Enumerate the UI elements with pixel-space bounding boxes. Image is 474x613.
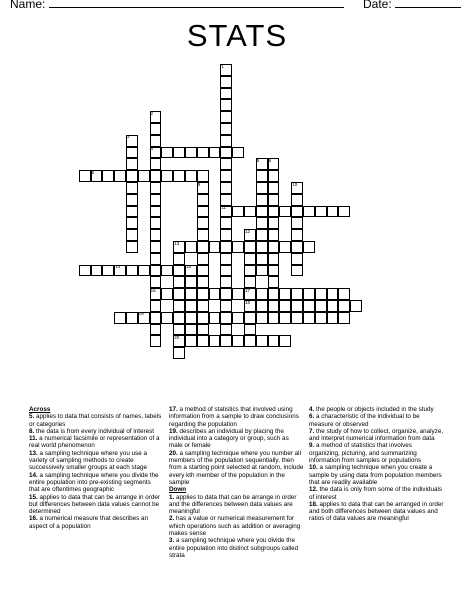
grid-cell[interactable]: [185, 300, 197, 312]
grid-cell[interactable]: [256, 265, 268, 277]
cell-number: 3: [127, 134, 130, 140]
clue-item: [29, 435, 163, 450]
clue-number: 14.: [29, 471, 38, 479]
date-label: Date:: [363, 0, 392, 11]
grid-cell[interactable]: [138, 265, 150, 277]
grid-cell[interactable]: [150, 335, 162, 347]
clue-text: a numerical facsimile or representation of a real world phenomenon: [29, 435, 160, 450]
clues-column-1: [29, 406, 163, 530]
clue-text: has a value or numerical measurement for which operations such as addition or averaging makes sense: [169, 515, 301, 538]
grid-cell[interactable]: [173, 265, 185, 277]
grid-cell[interactable]: [173, 312, 185, 324]
grid-cell[interactable]: [350, 300, 362, 312]
cell-number: 12: [245, 228, 251, 234]
clue-text: a sampling technique when you create a sample by using data from population members that are readily available: [309, 464, 442, 486]
grid-cell[interactable]: [197, 335, 209, 347]
grid-cell[interactable]: [244, 312, 256, 324]
clue-item: [169, 537, 304, 559]
grid-cell[interactable]: [268, 194, 280, 206]
cell-number: 10: [292, 181, 298, 187]
grid-cell[interactable]: [279, 312, 291, 324]
clue-item: [29, 515, 163, 530]
grid-cell[interactable]: [197, 194, 209, 206]
grid-cell[interactable]: [197, 312, 209, 324]
grid-cell[interactable]: [291, 241, 303, 253]
clue-number: 6.: [309, 413, 315, 421]
grid-cell[interactable]: [338, 300, 350, 312]
grid-cell[interactable]: [256, 194, 268, 206]
grid-cell[interactable]: [150, 300, 162, 312]
grid-cell[interactable]: [279, 300, 291, 312]
across-heading: Across: [29, 406, 51, 413]
cell-number: 6: [268, 157, 272, 163]
grid-cell[interactable]: [161, 312, 173, 324]
clue-text: a sampling technique where you divide the entire population into pre-existing segments that are oftentimes geographic: [29, 471, 159, 494]
grid-cell[interactable]: [185, 170, 197, 182]
cell-number: 17: [245, 287, 251, 293]
grid-cell[interactable]: [220, 288, 232, 300]
clue-text: a sampling technique where you use a variety of sampling methods to create successively smaller groups at each stage: [29, 449, 147, 472]
clue-item: [169, 406, 304, 428]
down-heading: Down: [169, 486, 187, 494]
across-clue-list: [29, 413, 163, 530]
grid-cell[interactable]: [268, 288, 280, 300]
clues-column-3: [309, 406, 444, 523]
name-label: Name:: [10, 0, 46, 11]
grid-cell[interactable]: [232, 288, 244, 300]
grid-cell[interactable]: [150, 229, 162, 241]
grid-cell[interactable]: [256, 312, 268, 324]
grid-cell[interactable]: [315, 312, 327, 324]
grid-cell[interactable]: [279, 206, 291, 218]
clue-number: 9.: [309, 442, 315, 450]
clue-item: [29, 413, 163, 428]
grid-cell[interactable]: [150, 170, 162, 182]
grid-cell[interactable]: [126, 194, 138, 206]
grid-cell[interactable]: [303, 312, 315, 324]
grid-cell[interactable]: [220, 170, 232, 182]
grid-cell[interactable]: [102, 265, 114, 277]
grid-cell[interactable]: [303, 288, 315, 300]
clues-column-2: [169, 406, 304, 559]
clue-number: 2.: [169, 515, 175, 523]
grid-cell[interactable]: [220, 88, 232, 100]
clue-text: a characteristic of the individual to be measure or observed: [309, 413, 420, 428]
grid-cell[interactable]: [220, 335, 232, 347]
grid-cell[interactable]: [114, 170, 126, 182]
grid-cell[interactable]: [327, 288, 339, 300]
grid-cell[interactable]: [256, 217, 268, 229]
across-clue-list-continued: [169, 406, 304, 486]
clue-item: [29, 494, 163, 516]
grid-cell[interactable]: [138, 170, 150, 182]
clue-number: 15.: [29, 493, 38, 501]
clue-item: [309, 428, 444, 443]
clue-item: [169, 494, 304, 516]
grid-cell[interactable]: [279, 241, 291, 253]
grid-cell[interactable]: [291, 194, 303, 206]
grid-cell[interactable]: [126, 312, 138, 324]
grid-cell[interactable]: [126, 147, 138, 159]
grid-cell[interactable]: [256, 241, 268, 253]
grid-cell[interactable]: [197, 276, 209, 288]
grid-cell[interactable]: [150, 135, 162, 147]
grid-cell[interactable]: [220, 217, 232, 229]
grid-cell[interactable]: [256, 288, 268, 300]
grid-cell[interactable]: [244, 253, 256, 265]
grid-cell[interactable]: [291, 300, 303, 312]
grid-cell[interactable]: [197, 147, 209, 159]
clue-number: 5.: [29, 413, 35, 421]
grid-cell[interactable]: [256, 335, 268, 347]
cell-number: 13: [174, 240, 180, 246]
down-clue-list-continued: [309, 406, 444, 523]
grid-cell[interactable]: [232, 147, 244, 159]
cell-number: 4: [150, 146, 154, 152]
grid-cell[interactable]: [244, 206, 256, 218]
grid-cell[interactable]: [315, 206, 327, 218]
grid-cell[interactable]: [303, 206, 315, 218]
puzzle-title: STATS: [186, 18, 288, 53]
grid-cell[interactable]: [220, 76, 232, 88]
grid-cell[interactable]: [126, 206, 138, 218]
clue-item: [169, 428, 304, 450]
grid-cell[interactable]: [126, 265, 138, 277]
clue-text: the data is only from some of the individuals of interest: [309, 486, 443, 501]
grid-cell[interactable]: [197, 265, 209, 277]
clue-text: applies to data that can be arranged in order and both differences between data values and ratios of data values are meaningful: [309, 500, 444, 523]
clue-number: 20.: [169, 449, 178, 457]
grid-cell[interactable]: [185, 324, 197, 336]
grid-cell[interactable]: [185, 312, 197, 324]
grid-cell[interactable]: [291, 206, 303, 218]
grid-cell[interactable]: [173, 324, 185, 336]
clue-item: [29, 428, 163, 435]
cell-number: 18: [245, 299, 251, 305]
grid-cell[interactable]: [315, 300, 327, 312]
grid-cell[interactable]: [315, 288, 327, 300]
grid-cell[interactable]: [291, 312, 303, 324]
grid-cell[interactable]: [256, 300, 268, 312]
grid-cell[interactable]: [197, 229, 209, 241]
grid-cell[interactable]: [126, 241, 138, 253]
grid-cell[interactable]: [220, 99, 232, 111]
cell-number: 5: [256, 157, 260, 163]
grid-cell[interactable]: [327, 300, 339, 312]
grid-cell[interactable]: [327, 206, 339, 218]
clue-item: [309, 406, 444, 413]
grid-cell[interactable]: [197, 288, 209, 300]
clue-text: the people or objects included in the study: [314, 406, 434, 413]
grid-cell[interactable]: [268, 170, 280, 182]
grid-cell[interactable]: [268, 265, 280, 277]
grid-cell[interactable]: [268, 312, 280, 324]
grid-cell[interactable]: [150, 253, 162, 265]
grid-cell[interactable]: [327, 312, 339, 324]
grid-cell[interactable]: [114, 312, 126, 324]
clue-item: [309, 486, 444, 501]
clue-item: [309, 413, 444, 428]
clue-text: a method of statistics that involved using information from a sample to draw conclusions regarding the population: [169, 406, 299, 428]
grid-cell[interactable]: [197, 170, 209, 182]
grid-cell[interactable]: [256, 253, 268, 265]
grid-cell[interactable]: [220, 276, 232, 288]
grid-cell[interactable]: [232, 312, 244, 324]
clue-text: applies to data that can be arrange in order and the differences between data values are meaningful: [169, 493, 297, 516]
grid-cell[interactable]: [197, 241, 209, 253]
grid-cell[interactable]: [220, 135, 232, 147]
grid-cell[interactable]: [150, 324, 162, 336]
grid-cell[interactable]: [185, 276, 197, 288]
cell-number: 19: [138, 311, 144, 317]
grid-cell[interactable]: [173, 276, 185, 288]
name-line: [49, 0, 344, 8]
grid-cell[interactable]: [150, 194, 162, 206]
date-line: [395, 0, 461, 8]
grid-cell[interactable]: [244, 324, 256, 336]
grid-cell[interactable]: [126, 182, 138, 194]
grid-cell[interactable]: [209, 335, 221, 347]
clue-item: [309, 464, 444, 486]
grid-cell[interactable]: [91, 265, 103, 277]
grid-cell[interactable]: [220, 312, 232, 324]
clue-number: 3.: [169, 537, 175, 545]
grid-cell[interactable]: [173, 300, 185, 312]
grid-cell[interactable]: [102, 170, 114, 182]
grid-cell[interactable]: [197, 206, 209, 218]
grid-cell[interactable]: [173, 347, 185, 359]
grid-cell[interactable]: [220, 147, 232, 159]
grid-cell[interactable]: [268, 335, 280, 347]
grid-cell[interactable]: [197, 253, 209, 265]
grid-cell[interactable]: [291, 288, 303, 300]
grid-cell[interactable]: [268, 206, 280, 218]
grid-cell[interactable]: [220, 265, 232, 277]
clue-text: a sampling technique where you number all members of the population sequentially, then from a starting point selected at random, include every kth member of the population in the sample: [169, 449, 304, 486]
grid-cell[interactable]: [220, 158, 232, 170]
grid-cell[interactable]: [291, 217, 303, 229]
cell-number: 15: [186, 264, 192, 270]
clue-number: 17.: [169, 406, 178, 413]
clue-text: the study of how to collect, organize, analyze, and interpret numerical information from data: [309, 427, 444, 443]
grid-cell[interactable]: [173, 253, 185, 265]
grid-cell[interactable]: [185, 288, 197, 300]
cell-number: 14: [115, 264, 121, 270]
clue-number: 12.: [309, 486, 318, 494]
grid-cell[interactable]: [150, 206, 162, 218]
grid-cell[interactable]: [256, 182, 268, 194]
grid-cell[interactable]: [244, 276, 256, 288]
grid-cell[interactable]: [126, 170, 138, 182]
grid-cell[interactable]: [303, 300, 315, 312]
clue-text: a method of statistics that involves organizing, picturing, and summarizing information from samples or populations: [309, 442, 421, 465]
grid-cell[interactable]: [268, 229, 280, 241]
cell-number: 1: [221, 63, 224, 69]
grid-cell[interactable]: [150, 265, 162, 277]
clue-text: applies to data that consists of names, labels or categories: [29, 413, 162, 428]
cell-number: 9: [197, 181, 201, 187]
clue-item: [169, 515, 304, 537]
clue-text: describes an individual by placing the individual into a category or group, such as male or female: [169, 427, 289, 450]
clue-item: [309, 442, 444, 464]
date-field[interactable]: [363, 0, 461, 11]
clue-text: applies to data that can be arrange in order but differences between data values cannot be determined: [29, 493, 160, 516]
clue-item: [29, 450, 163, 472]
grid-cell[interactable]: [220, 324, 232, 336]
grid-cell[interactable]: [220, 253, 232, 265]
clue-number: 7.: [309, 427, 315, 435]
grid-cell[interactable]: [185, 241, 197, 253]
clue-number: 10.: [309, 464, 318, 472]
grid-cell[interactable]: [161, 265, 173, 277]
grid-cell[interactable]: [209, 147, 221, 159]
clue-number: 19.: [169, 427, 178, 435]
grid-cell[interactable]: [220, 300, 232, 312]
clue-item: [169, 450, 304, 486]
cell-number: 2: [150, 110, 154, 116]
clue-number: 18.: [309, 500, 318, 508]
grid-cell[interactable]: [173, 147, 185, 159]
grid-cell[interactable]: [209, 288, 221, 300]
grid-cell[interactable]: [279, 335, 291, 347]
grid-cell[interactable]: [185, 335, 197, 347]
grid-cell[interactable]: [150, 276, 162, 288]
cell-number: 8: [91, 169, 95, 175]
grid-cell[interactable]: [338, 312, 350, 324]
grid-cell[interactable]: [150, 158, 162, 170]
clue-text: a sampling technique where you divide the entire population into distinct subgroups called strata: [169, 537, 299, 559]
grid-cell[interactable]: [279, 288, 291, 300]
clue-number: 13.: [29, 449, 38, 457]
grid-cell[interactable]: [303, 241, 315, 253]
grid-cell[interactable]: [197, 217, 209, 229]
grid-cell[interactable]: [256, 206, 268, 218]
grid-cell[interactable]: [197, 324, 209, 336]
grid-cell[interactable]: [244, 265, 256, 277]
grid-cell[interactable]: [256, 170, 268, 182]
grid-cell[interactable]: [291, 265, 303, 277]
cell-number: 20: [174, 334, 180, 340]
clue-text: the data is from every individual of interest: [34, 427, 154, 435]
grid-cell[interactable]: [150, 182, 162, 194]
name-field[interactable]: [10, 0, 344, 11]
cell-number: 11: [221, 205, 227, 211]
grid-cell[interactable]: [268, 276, 280, 288]
grid-cell[interactable]: [79, 170, 91, 182]
grid-cell[interactable]: [126, 229, 138, 241]
grid-cell[interactable]: [220, 182, 232, 194]
grid-cell[interactable]: [161, 288, 173, 300]
clue-item: [29, 472, 163, 494]
grid-cell[interactable]: [185, 147, 197, 159]
grid-cell[interactable]: [268, 182, 280, 194]
grid-cell[interactable]: [220, 241, 232, 253]
clue-number: 11.: [29, 435, 38, 443]
grid-cell[interactable]: [161, 170, 173, 182]
grid-cell[interactable]: [256, 229, 268, 241]
clue-number: 1.: [169, 493, 175, 501]
grid-cell[interactable]: [291, 229, 303, 241]
grid-cell[interactable]: [150, 217, 162, 229]
grid-cell[interactable]: [220, 111, 232, 123]
grid-cell[interactable]: [244, 335, 256, 347]
clue-number: 16.: [29, 515, 38, 523]
grid-cell[interactable]: [220, 194, 232, 206]
grid-cell[interactable]: [150, 312, 162, 324]
clue-item: [309, 501, 444, 523]
clue-number: 4.: [309, 406, 315, 413]
grid-cell[interactable]: [338, 206, 350, 218]
grid-cell[interactable]: [244, 241, 256, 253]
grid-cell[interactable]: [232, 241, 244, 253]
grid-cell[interactable]: [209, 241, 221, 253]
clue-text: a numerical measure that describes an aspect of a population: [29, 515, 149, 530]
grid-cell[interactable]: [268, 217, 280, 229]
grid-cell[interactable]: [173, 170, 185, 182]
down-clue-list: [169, 494, 304, 560]
clue-number: 8.: [29, 427, 35, 435]
grid-cell[interactable]: [232, 335, 244, 347]
grid-cell[interactable]: [268, 253, 280, 265]
grid-cell[interactable]: [268, 300, 280, 312]
grid-cell[interactable]: [79, 265, 91, 277]
grid-cell[interactable]: [268, 241, 280, 253]
grid-cell[interactable]: [150, 241, 162, 253]
cell-number: 16: [150, 287, 156, 293]
grid-cell[interactable]: [220, 123, 232, 135]
grid-cell[interactable]: [161, 147, 173, 159]
grid-cell[interactable]: [291, 253, 303, 265]
grid-cell[interactable]: [220, 229, 232, 241]
grid-cell[interactable]: [126, 158, 138, 170]
grid-cell[interactable]: [173, 288, 185, 300]
grid-cell[interactable]: [126, 217, 138, 229]
grid-cell[interactable]: [209, 312, 221, 324]
grid-cell[interactable]: [197, 300, 209, 312]
grid-cell[interactable]: [338, 288, 350, 300]
grid-cell[interactable]: [150, 123, 162, 135]
grid-cell[interactable]: [232, 206, 244, 218]
